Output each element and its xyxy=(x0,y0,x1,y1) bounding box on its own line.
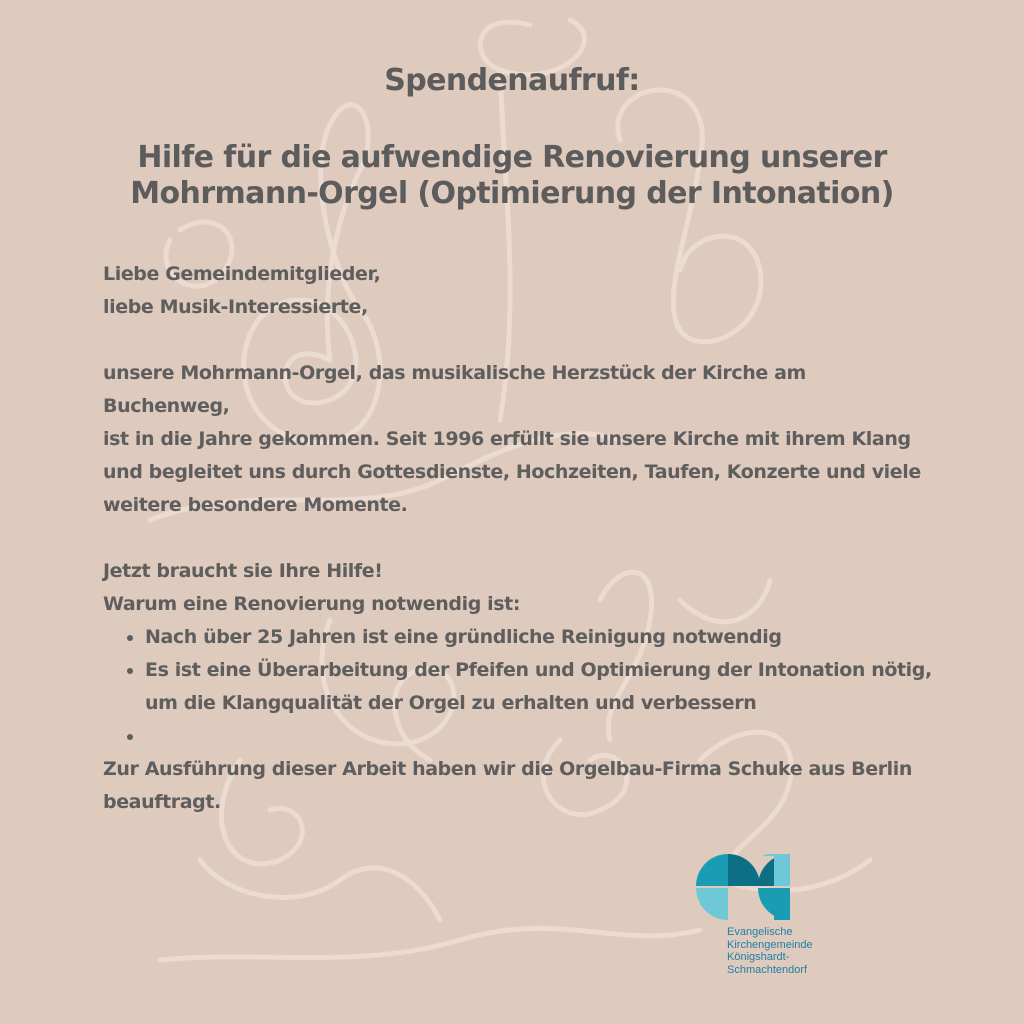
paragraph-line: Buchenweg, xyxy=(103,395,230,417)
subtitle-line: Hilfe für die aufwendige Renovierung unserer xyxy=(137,140,887,175)
page-title: Spendenaufruf: xyxy=(384,63,640,98)
church-name-line: Schmachtendorf xyxy=(727,963,808,976)
closing-line: Zur Ausführung dieser Arbeit haben wir die Orgelbau-Firma Schuke aus Berlin xyxy=(103,758,913,780)
letter-body xyxy=(103,258,933,819)
church-name-line: Königshardt- xyxy=(727,951,790,963)
greeting-line: liebe Musik-Interessierte, xyxy=(103,296,368,318)
call-to-action: Jetzt braucht sie Ihre Hilfe! xyxy=(103,560,383,582)
greeting-line: Liebe Gemeindemitglieder, xyxy=(103,263,381,285)
list-item: • Nach über 25 Jahren ist eine gründliche Reinigung notwendig xyxy=(145,621,933,654)
church-logo-icon xyxy=(694,854,794,924)
paragraph-gap xyxy=(103,522,933,555)
list-item xyxy=(145,720,933,753)
closing-line: beauftragt. xyxy=(103,791,221,813)
subtitle-line: Mohrmann-Orgel (Optimierung der Intonation) xyxy=(130,176,894,211)
church-name-line: Evangelische xyxy=(727,926,793,938)
reasons-list xyxy=(103,621,933,753)
paragraph-gap xyxy=(103,324,933,357)
paragraph-line: unsere Mohrmann-Orgel, das musikalische Herzstück der Kirche am xyxy=(103,362,806,384)
page-subtitle xyxy=(70,140,954,212)
paragraph-line: weitere besondere Momente. xyxy=(103,494,408,516)
list-item: • Es ist eine Überarbeitung der Pfeifen und Optimierung der Intonation nötig, um die Klangqualität der Orgel zu erhalten und verbessern xyxy=(145,654,933,720)
paragraph-line: ist in die Jahre gekommen. Seit 1996 erfüllt sie unsere Kirche mit ihrem Klang xyxy=(103,428,911,450)
church-name-line: Kirchengemeinde xyxy=(727,938,813,951)
reasons-heading: Warum eine Renovierung notwendig ist: xyxy=(103,593,521,615)
church-name xyxy=(727,926,813,976)
paragraph-line: und begleitet uns durch Gottesdienste, Hochzeiten, Taufen, Konzerte und viele xyxy=(103,461,921,483)
